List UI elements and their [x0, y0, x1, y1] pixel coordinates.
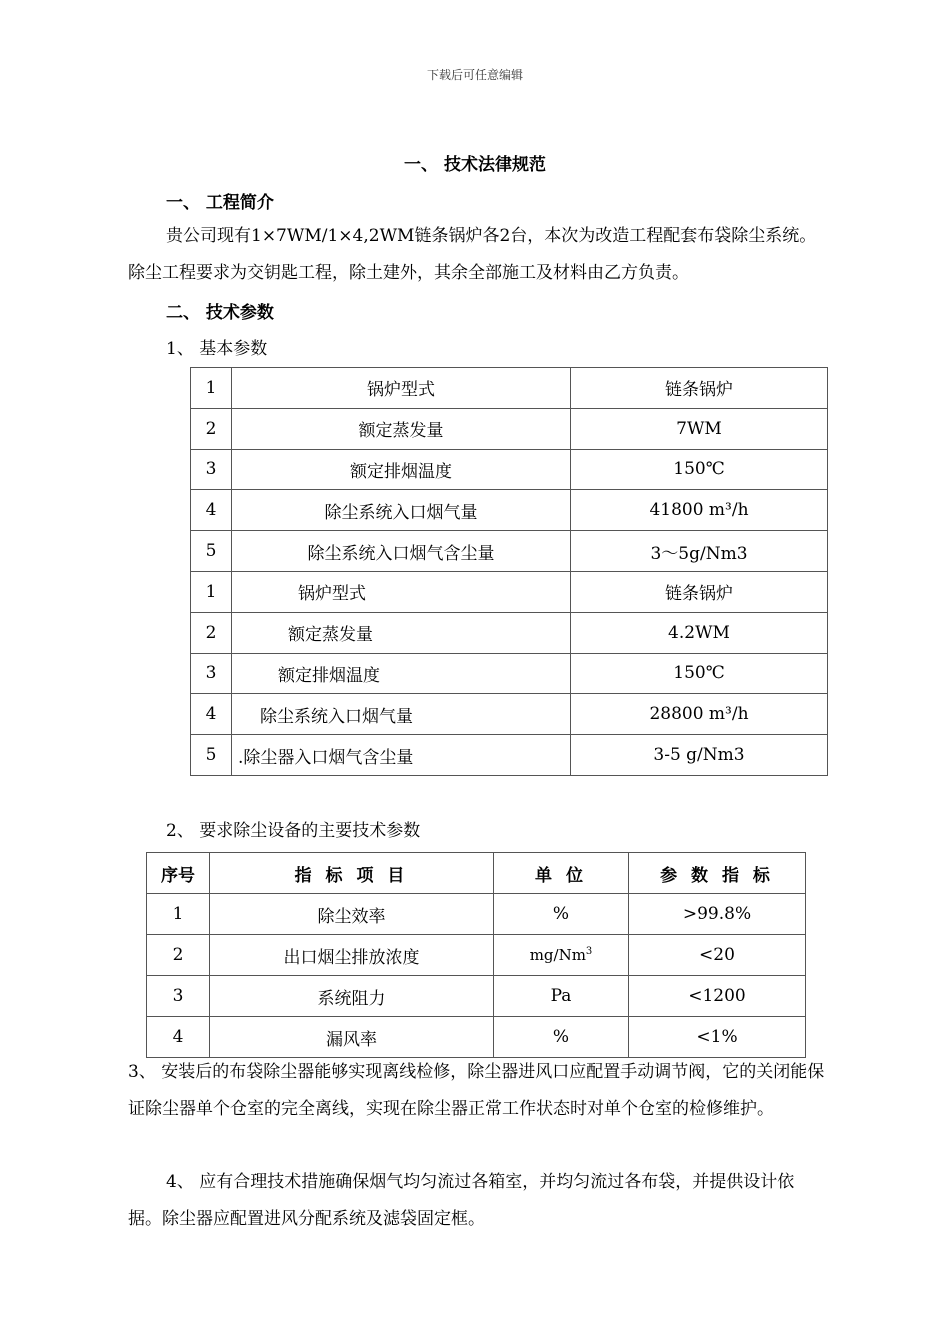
param-name: 除尘系统入口烟气量	[232, 490, 571, 531]
table-header-row	[147, 853, 806, 894]
column-header-value: 参 数 指 标	[629, 853, 806, 894]
row-number: 1	[147, 894, 210, 935]
table-row	[147, 935, 806, 976]
requirement-paragraph-4: 4、 应有合理技术措施确保烟气均匀流过各箱室，并均匀流过各布袋，并提供设计依据。除尘器应配置进风分配系统及滤袋固定框。	[128, 1172, 795, 1229]
table-row	[191, 449, 828, 490]
indicator-unit: %	[494, 1017, 629, 1058]
param-name: 额定排烟温度	[232, 653, 571, 694]
param-name: 除尘系统入口烟气含尘量	[232, 531, 571, 572]
param-value: 链条锅炉	[571, 368, 828, 409]
param-name: .除尘器入口烟气含尘量	[232, 735, 571, 776]
table-row	[191, 531, 828, 572]
indicator-name: 漏风率	[210, 1017, 494, 1058]
row-number: 3	[191, 449, 232, 490]
row-number: 5	[191, 735, 232, 776]
param-value: 4.2WM	[571, 612, 828, 653]
param-name: 除尘系统入口烟气量	[232, 694, 571, 735]
indicator-value: <1%	[629, 1017, 806, 1058]
table-row	[191, 612, 828, 653]
param-value: 150℃	[571, 653, 828, 694]
param-value: 3～5g/Nm3	[571, 531, 828, 572]
section-heading-tech-params: 二、 技术参数	[166, 303, 274, 323]
column-header-number: 序号	[147, 853, 210, 894]
table-row	[191, 368, 828, 409]
row-number: 2	[191, 612, 232, 653]
basic-params-table	[190, 367, 828, 776]
table-row	[191, 735, 828, 776]
subheading-main-tech-params: 2、 要求除尘设备的主要技术参数	[166, 821, 421, 841]
table-row	[147, 1017, 806, 1058]
requirement-paragraph-3: 3、 安装后的布袋除尘器能够实现离线检修，除尘器进风口应配置手动调节阀，它的关闭能保证除尘器单个仓室的完全离线，实现在除尘器正常工作状态时对单个仓室的检修维护。	[128, 1062, 825, 1119]
table-row	[191, 490, 828, 531]
param-value: 41800 m³/h	[571, 490, 828, 531]
row-number: 3	[191, 653, 232, 694]
column-header-unit: 单 位	[494, 853, 629, 894]
row-number: 1	[191, 571, 232, 612]
row-number: 4	[191, 490, 232, 531]
row-number: 2	[147, 935, 210, 976]
row-number: 2	[191, 408, 232, 449]
table-row	[147, 976, 806, 1017]
row-number: 4	[191, 694, 232, 735]
param-value: 3-5 g/Nm3	[571, 735, 828, 776]
table-row	[191, 571, 828, 612]
param-name: 额定蒸发量	[232, 408, 571, 449]
param-value: 7WM	[571, 408, 828, 449]
section-heading-project-intro: 一、 工程简介	[166, 193, 274, 213]
row-number: 3	[147, 976, 210, 1017]
row-number: 4	[147, 1017, 210, 1058]
param-value: 链条锅炉	[571, 571, 828, 612]
param-name: 额定蒸发量	[232, 612, 571, 653]
param-name: 锅炉型式	[232, 571, 571, 612]
indicator-name: 除尘效率	[210, 894, 494, 935]
project-intro-paragraph: 贵公司现有1×7WM/1×4,2WM链条锅炉各2台，本次为改造工程配套布袋除尘系统。除尘工程要求为交钥匙工程，除土建外，其余全部施工及材料由乙方负责。	[128, 226, 817, 283]
table-row	[191, 694, 828, 735]
unit-base: mg/Nm	[529, 946, 586, 964]
indicator-unit: Pa	[494, 976, 629, 1017]
table-row	[191, 653, 828, 694]
indicator-value: <20	[629, 935, 806, 976]
header-note: 下载后可任意编辑	[426, 68, 523, 82]
document-title: 一、 技术法律规范	[404, 155, 546, 175]
param-value: 28800 m³/h	[571, 694, 828, 735]
param-value: 150℃	[571, 449, 828, 490]
subheading-basic-params: 1、 基本参数	[166, 339, 268, 359]
indicator-unit: %	[494, 894, 629, 935]
table-row	[191, 408, 828, 449]
indicator-unit	[494, 935, 629, 976]
indicator-value: >99.8%	[629, 894, 806, 935]
main-tech-params-table	[146, 852, 806, 1058]
table-row	[147, 894, 806, 935]
row-number: 5	[191, 531, 232, 572]
column-header-item: 指 标 项 目	[210, 853, 494, 894]
indicator-value: <1200	[629, 976, 806, 1017]
indicator-name: 系统阻力	[210, 976, 494, 1017]
indicator-name: 出口烟尘排放浓度	[210, 935, 494, 976]
param-name: 锅炉型式	[232, 368, 571, 409]
unit-superscript: 3	[585, 946, 593, 957]
row-number: 1	[191, 368, 232, 409]
param-name: 额定排烟温度	[232, 449, 571, 490]
